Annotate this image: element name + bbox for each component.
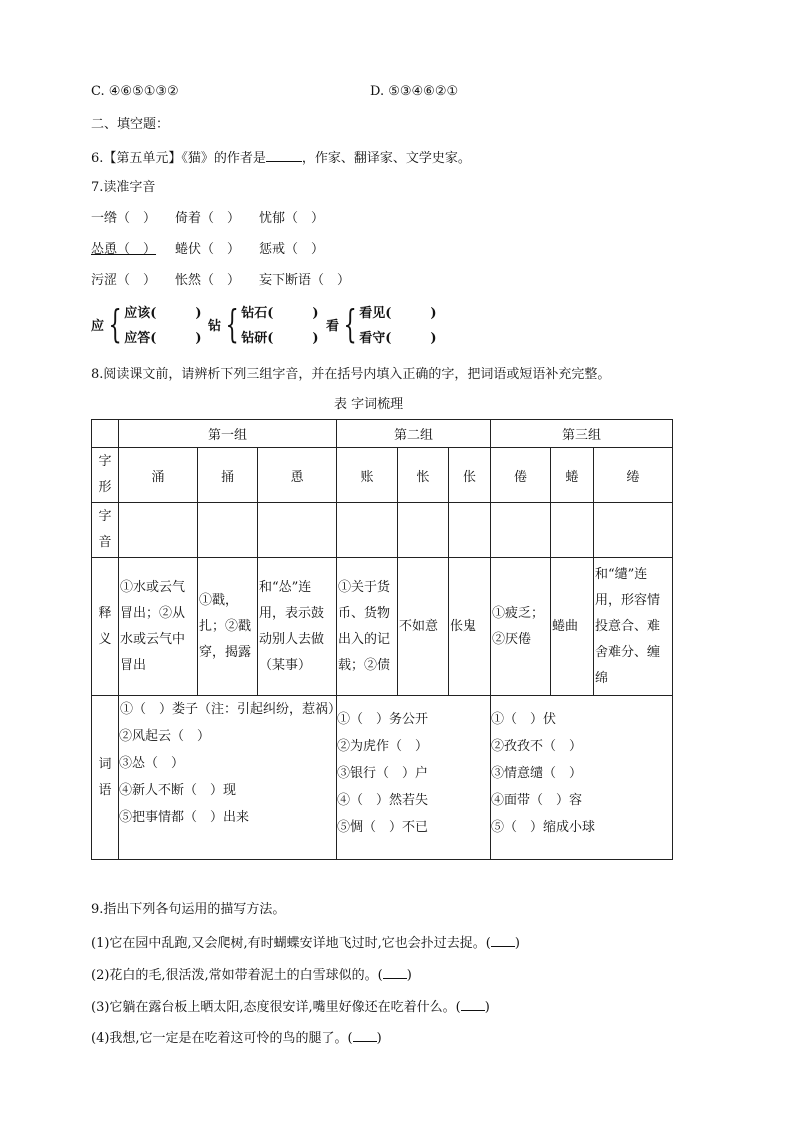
group-header: 第二组 [337, 420, 491, 448]
char-cell: 涌 [119, 448, 198, 503]
brace-head: 钻 [208, 318, 222, 334]
question-6 [91, 149, 471, 165]
row-label-shiyi: 释 义 [92, 558, 119, 696]
q6-suffix: ，作家、翻译家、文学史家。 [301, 151, 471, 166]
row-label-ziyin: 字 音 [92, 503, 119, 558]
brace-group-zuan [208, 302, 319, 346]
ciyu-item: ②孜孜不（ ） [491, 739, 583, 754]
pinyin-cell[interactable] [594, 503, 673, 558]
char-cell: 蜷 [551, 448, 594, 503]
q9-item-3: (3)它躺在露台板上晒太阳,态度很安详,嘴里好像还在吃着什么。( ) [91, 1000, 490, 1015]
char-cell: 捅 [198, 448, 258, 503]
pinyin-cell[interactable] [449, 503, 491, 558]
brace-item: 看守( ) [359, 331, 437, 346]
table-corner [92, 420, 119, 448]
brace-icon: { [343, 302, 357, 346]
meaning-cell: ①关于货币、货物出入的记载；②债 [338, 579, 391, 673]
option-c: C. ④⑥⑤①③② [91, 84, 179, 99]
word-table [91, 419, 673, 860]
ciyu-group-2 [337, 696, 491, 860]
q7-item-2-1: 怂恿（ ） [91, 242, 157, 257]
char-cell: 绻 [594, 448, 673, 503]
ciyu-item: ①（ ）伏 [491, 712, 557, 727]
group-header: 第一组 [119, 420, 337, 448]
section-title: 二、填空题： [91, 117, 170, 132]
brace-item: 钻研( ) [241, 331, 319, 346]
pinyin-cell[interactable] [258, 503, 337, 558]
brace-item: 应该( ) [124, 306, 202, 321]
ciyu-item: ③情意缱（ ） [491, 766, 583, 781]
option-d: D. ⑤③④⑥②① [370, 84, 459, 99]
q7-title: 7.读准字音 [91, 180, 156, 195]
q8-title: 8.阅读课文前，请辨析下列三组字音，并在括号内填入正确的字，把词语或短语补充完整。 [91, 367, 611, 382]
meaning-cell: 和“怂”连用，表示鼓动别人去做（某事） [259, 579, 325, 673]
q7-item-1-1: 一绺（ ） [91, 211, 157, 226]
ciyu-item: ⑤把事情都（ ）出来 [119, 810, 250, 825]
ciyu-item: ①（ ）务公开 [337, 712, 429, 727]
answer-blank[interactable] [461, 998, 485, 1011]
ciyu-item: ②为虎作（ ） [337, 739, 429, 754]
char-cell: 账 [337, 448, 398, 503]
ciyu-item: ①（ ）娄子（注：引起纠纷，惹祸） [120, 702, 342, 717]
row-label-zixing: 字 形 [92, 448, 119, 503]
ciyu-group-3 [491, 696, 673, 860]
pinyin-cell[interactable] [398, 503, 449, 558]
q7-item-3-1: 污涩（ ） [91, 273, 157, 288]
brace-icon: { [225, 302, 239, 346]
char-cell: 伥 [449, 448, 491, 503]
meaning-cell: 不如意 [399, 618, 439, 634]
pinyin-cell[interactable] [119, 503, 198, 558]
meaning-cell: ①水或云气冒出；②从水或云气中冒出 [120, 579, 186, 673]
meaning-cell: 蜷曲 [552, 618, 579, 634]
brace-item: 钻石( ) [241, 306, 319, 321]
meaning-cell: ①戳，扎；②戳穿，揭露 [199, 592, 252, 660]
q7-item-1-3: 忧郁（ ） [259, 211, 325, 226]
ciyu-item: ④新人不断（ ）现 [119, 783, 237, 798]
q9-title: 9.指出下列各句运用的描写方法。 [91, 902, 286, 917]
brace-group-ying [91, 302, 202, 346]
group-header: 第三组 [491, 420, 673, 448]
ciyu-item: ④面带（ ）容 [491, 793, 583, 808]
q6-answer-blank[interactable] [266, 149, 302, 162]
ciyu-item: ③银行（ ）户 [337, 766, 429, 781]
q9-item-1: (1)它在园中乱跑,又会爬树,有时蝴蝶安详地飞过时,它也会扑过去捉。( ) [91, 936, 520, 951]
brace-icon: { [108, 302, 122, 346]
q7-item-2-3: 惩戒（ ） [259, 242, 325, 257]
ciyu-item: ⑤（ ）缩成小球 [491, 820, 596, 835]
row-label-ciyu: 词 语 [92, 696, 119, 860]
brace-item: 应答( ) [124, 331, 202, 346]
meaning-cell: 和“缱”连用，形容情投意合、难舍难分、缠绵 [595, 566, 661, 686]
q6-prefix: 6.【第五单元】《猫》的作者是 [91, 151, 266, 166]
q7-item-1-2: 倚着（ ） [175, 211, 241, 226]
ciyu-group-1 [119, 696, 342, 860]
pinyin-cell[interactable] [198, 503, 258, 558]
pinyin-cell[interactable] [337, 503, 398, 558]
ciyu-item: ④（ ）然若失 [337, 793, 429, 808]
char-cell: 怅 [398, 448, 449, 503]
answer-blank[interactable] [491, 934, 515, 947]
ciyu-item: ②风起云（ ） [119, 729, 211, 744]
q7-item-3-3: 妄下断语（ ） [259, 273, 351, 288]
q9-item-4: (4)我想,它一定是在吃着这可怜的鸟的腿了。( ) [91, 1031, 382, 1046]
brace-group-kan [326, 302, 437, 346]
pinyin-cell[interactable] [491, 503, 551, 558]
brace-item: 看见( ) [359, 306, 437, 321]
char-cell: 倦 [491, 448, 551, 503]
meaning-cell: ①疲乏；②厌倦 [492, 605, 545, 647]
q7-item-2-2: 蜷伏（ ） [175, 242, 241, 257]
table-caption: 表 字词梳理 [334, 397, 404, 412]
q9-item-2: (2)花白的毛,很活泼,常如带着泥土的白雪球似的。( ) [91, 968, 412, 983]
ciyu-item: ⑤惆（ ）不已 [337, 820, 429, 835]
brace-head: 应 [91, 318, 105, 334]
answer-blank[interactable] [353, 1029, 377, 1042]
brace-head: 看 [326, 318, 340, 334]
q7-item-3-2: 怅然（ ） [175, 273, 241, 288]
answer-blank[interactable] [383, 966, 407, 979]
ciyu-item: ③怂（ ） [119, 756, 185, 771]
char-cell: 恿 [258, 448, 337, 503]
meaning-cell: 伥鬼 [450, 618, 477, 634]
pinyin-cell[interactable] [551, 503, 594, 558]
